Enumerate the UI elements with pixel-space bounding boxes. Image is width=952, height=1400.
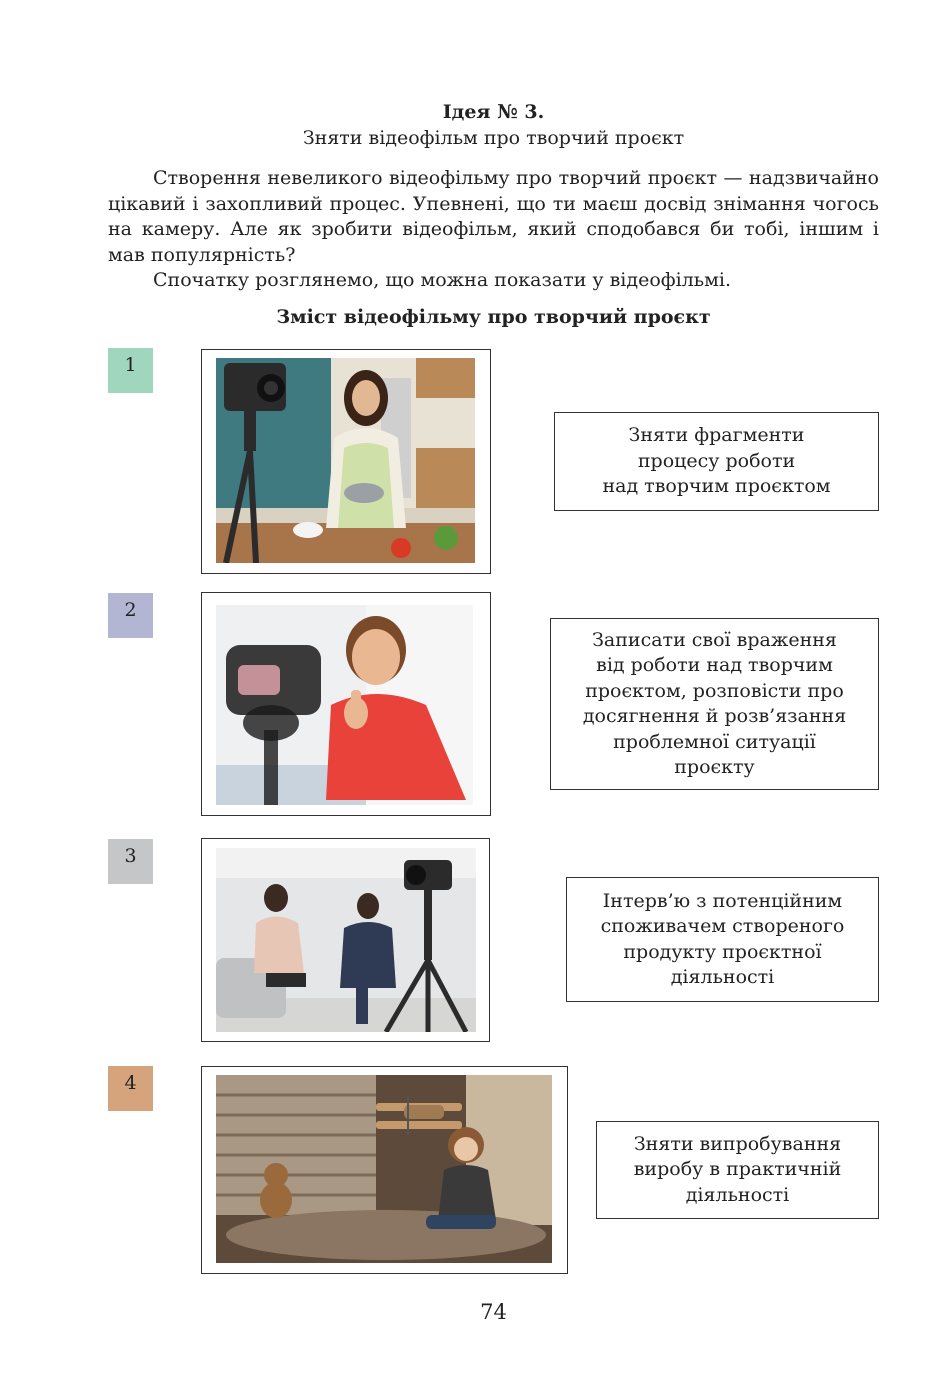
caption-text: Інтерв’ю з потенційним споживачем створеного продукту проєктної діяльності <box>600 889 845 988</box>
intro-text <box>108 166 879 294</box>
vlog-photo-illustration <box>216 605 473 805</box>
item-number: 2 <box>124 599 137 621</box>
cooking-photo-illustration <box>216 358 475 563</box>
item-number-badge <box>108 348 153 393</box>
intro-paragraph-2: Спочатку розглянемо, що можна показати у відеофільмі. <box>153 269 732 291</box>
item-number-badge <box>108 839 153 884</box>
photo-interview <box>201 838 490 1042</box>
item-number-badge <box>108 593 153 638</box>
page-number: 74 <box>480 1300 507 1324</box>
section-heading: Зміст відеофільму про творчий проєкт <box>276 306 711 328</box>
caption-text: Записати свої враження від роботи над творчим проєктом, розповісти про досягнення й розв’язання проблемної ситуації проєкту <box>582 628 847 778</box>
photo-boy-vlog <box>201 592 491 816</box>
photo-toy-plane <box>201 1066 568 1274</box>
photo-cooking-video <box>201 349 491 574</box>
caption-box <box>554 412 879 511</box>
interview-photo-illustration <box>216 848 476 1032</box>
caption-box <box>596 1121 879 1219</box>
caption-text: Зняти випробування виробу в практичній діяльності <box>633 1132 842 1206</box>
item-number: 4 <box>124 1072 137 1094</box>
caption-box <box>550 618 879 790</box>
toy-plane-photo-illustration <box>216 1075 552 1263</box>
intro-paragraph-1: Створення невеликого відеофільму про творчий проєкт — надзвичайно цікавий і захопливий процес. Упевнені, що ти маєш досвід знімання чогось на камеру. Але як зробити відеофільм, який сподобався би тобі, іншим і мав популярність? <box>108 167 879 266</box>
item-number-badge <box>108 1066 153 1111</box>
item-number: 1 <box>124 354 137 376</box>
caption-box <box>566 877 879 1002</box>
item-number: 3 <box>124 845 137 867</box>
idea-title: Зняти відеофільм про творчий проєкт <box>302 127 685 149</box>
idea-number: Ідея № 3. <box>442 101 545 123</box>
caption-text: Зняти фрагменти процесу роботи над творчим проєктом <box>602 424 831 498</box>
